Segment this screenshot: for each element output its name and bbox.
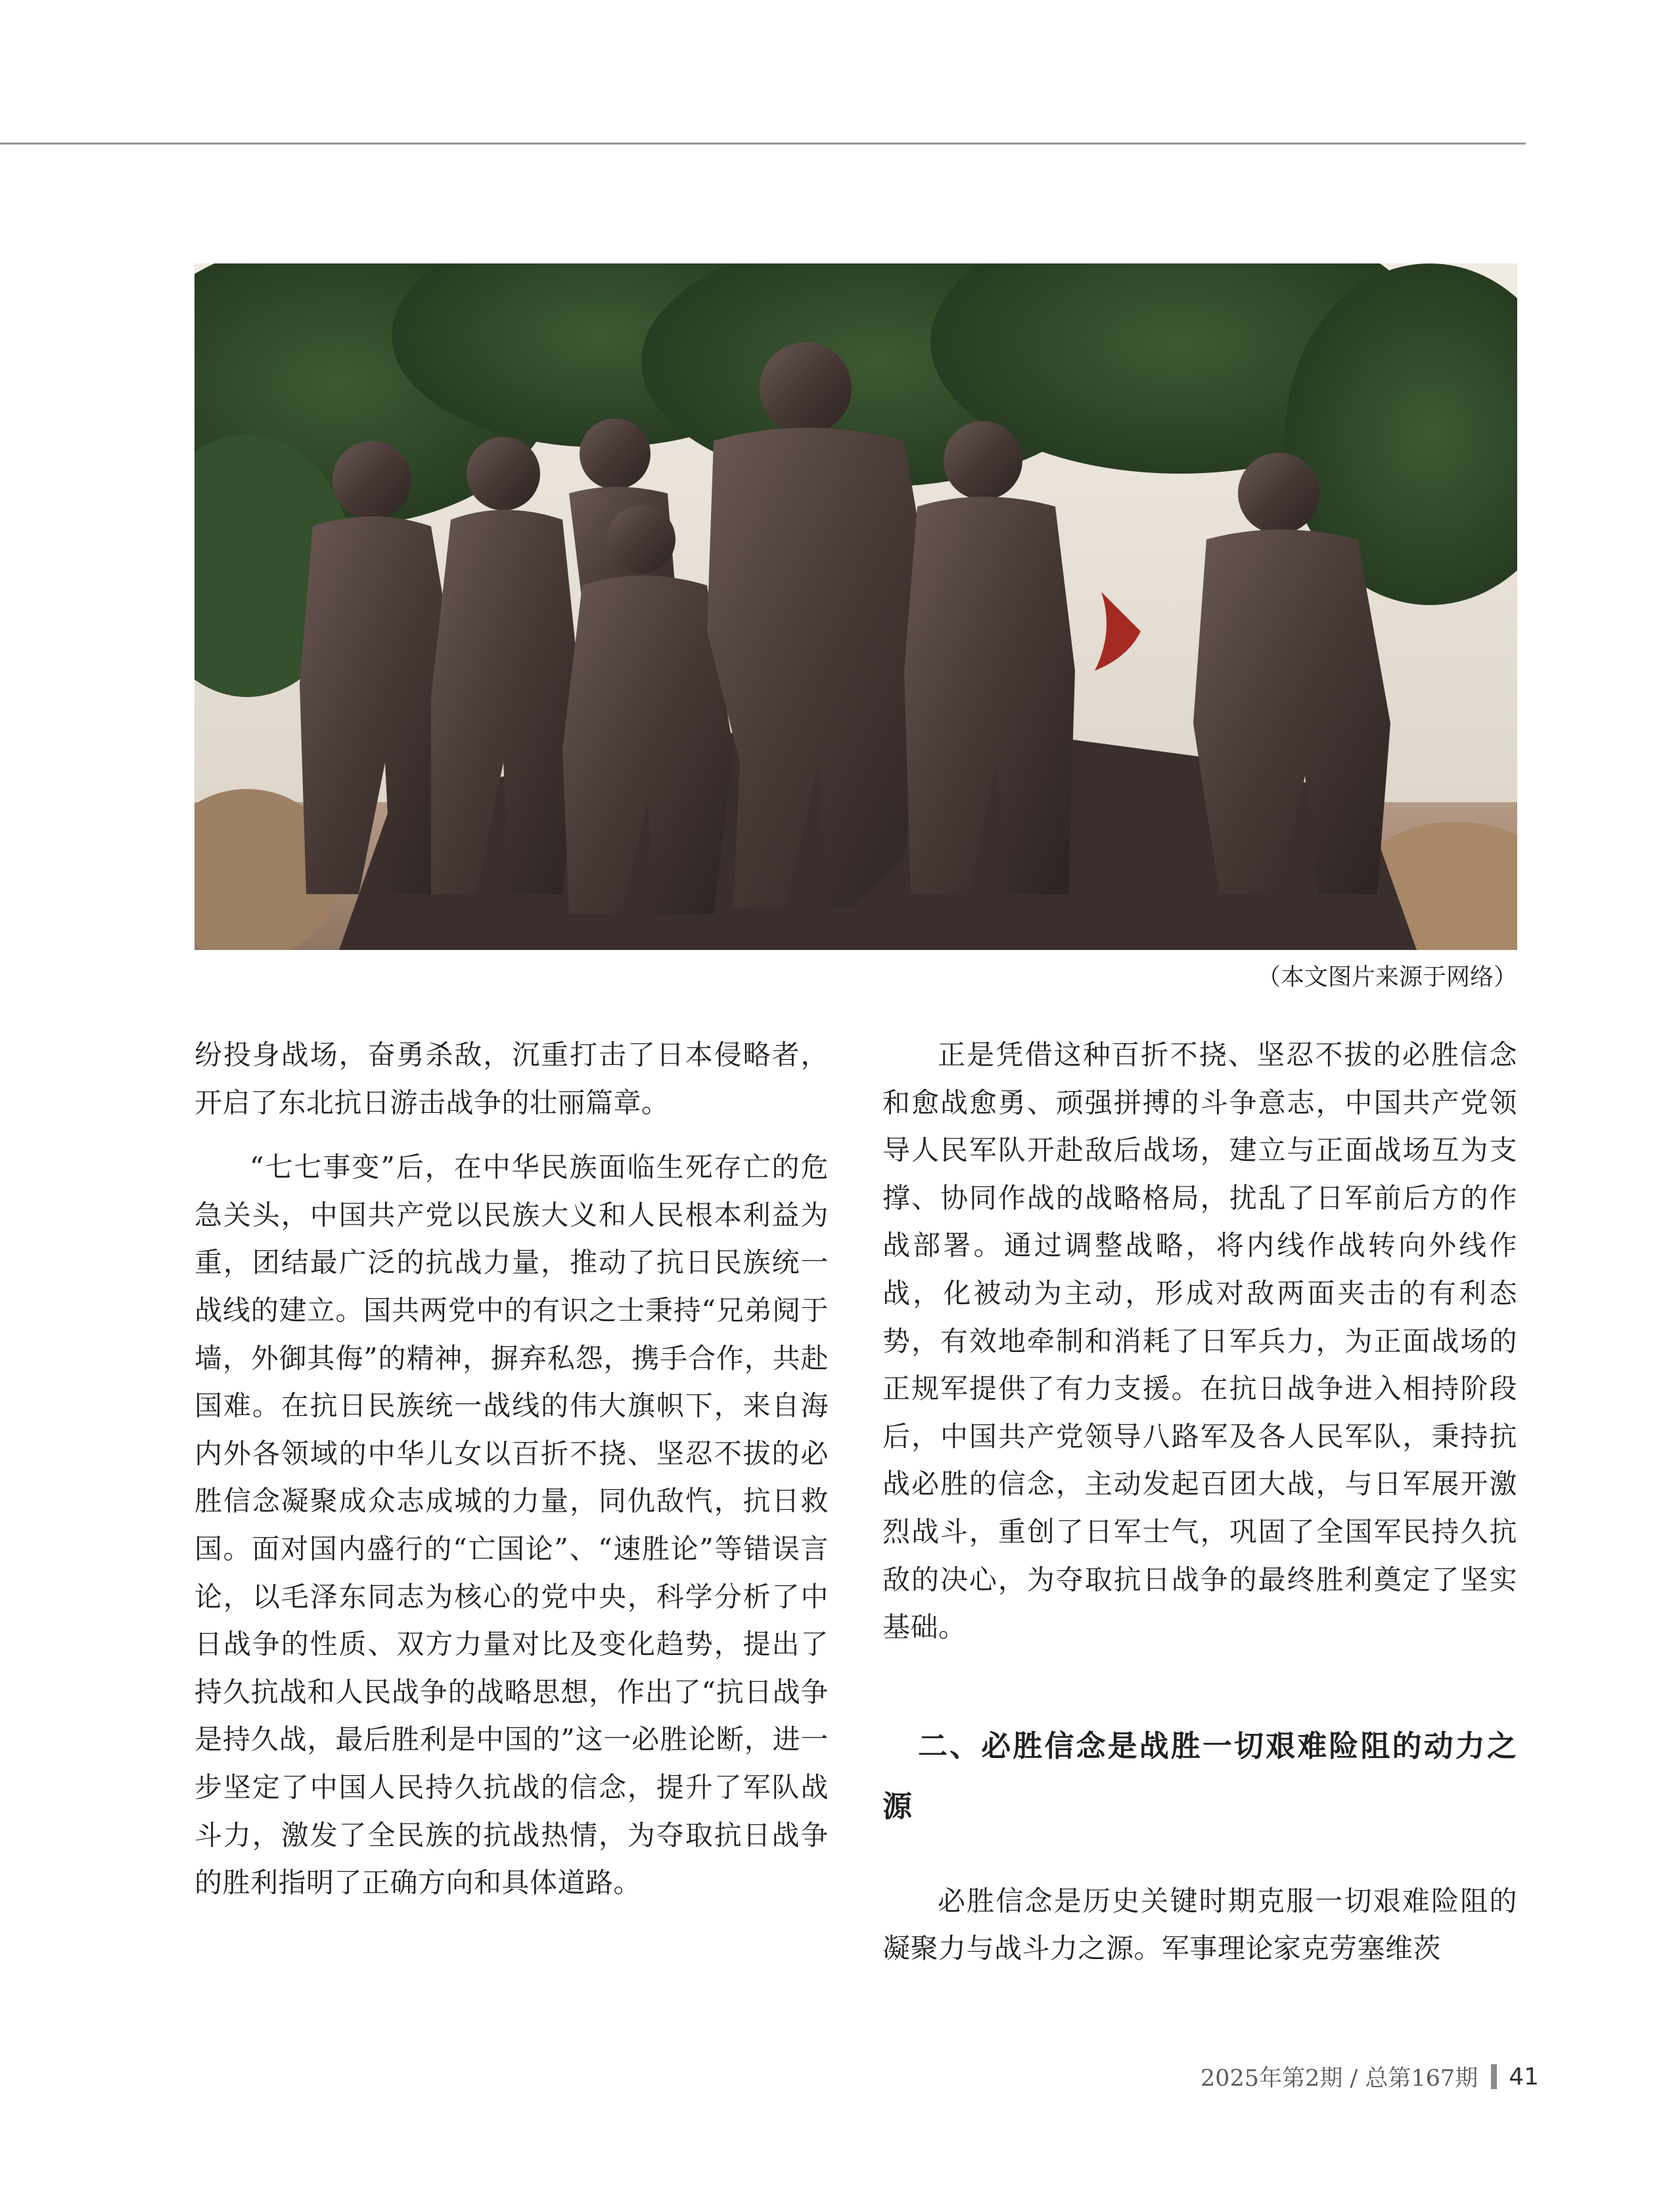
left-column xyxy=(194,1031,829,1907)
page-footer xyxy=(1200,2058,1539,2095)
footer-divider xyxy=(1491,2064,1497,2089)
photo-caption: （本文图片来源于网络） xyxy=(1256,964,1517,991)
left-paragraph-1: 纷投身战场，奋勇杀敌，沉重打击了日本侵略者，开启了东北抗日游击战争的壮丽篇章。 xyxy=(194,1039,829,1119)
header-rule xyxy=(0,143,1526,145)
statue-group-icon xyxy=(194,263,1517,950)
section-heading: 二、必胜信念是战胜一切艰难险阻的动力之源 xyxy=(882,1728,1517,1824)
left-paragraph-2: “七七事变”后，在中华民族面临生死存亡的危急关头，中国共产党以民族大义和人民根本利益为重，团结最广泛的抗战力量，推动了抗日民族统一战线的建立。国共两党中的有识之士秉持“兄弟阋于墙，外御其侮”的精神，摒弃私怨，携手合作，共赴国难。在抗日民族统一战线的伟大旗帜下，来自海内外各领域的中华儿女以百折不挠、坚忍不拔的必胜信念凝聚成众志成城的力量，同仇敌忾，抗日救国。面对国内盛行的“亡国论”、“速胜论”等错误言论，以毛泽东同志为核心的党中央，科学分析了中日战争的性质、双方力量对比及变化趋势，提出了持久抗战和人民战争的战略思想，作出了“抗日战争是持久战，最后胜利是中国的”这一必胜论断，进一步坚定了中国人民持久抗战的信念，提升了军队战斗力，激发了全民族的抗战热情，为夺取抗日战争的胜利指明了正确方向和具体道路。 xyxy=(194,1151,829,1899)
right-paragraph-2: 必胜信念是历史关键时期克服一切艰难险阻的凝聚力与战斗力之源。军事理论家克劳塞维茨 xyxy=(882,1884,1517,1965)
right-column xyxy=(882,1031,1517,1973)
statue-photo xyxy=(194,263,1517,950)
right-paragraph-1: 正是凭借这种百折不挠、坚忍不拔的必胜信念和愈战愈勇、顽强拼搏的斗争意志，中国共产党领导人民军队开赴敌后战场，建立与正面战场互为支撑、协同作战的战略格局，扰乱了日军前后方的作战部署。通过调整战略，将内线作战转向外线作战，化被动为主动，形成对敌两面夹击的有利态势，有效地牵制和消耗了日军兵力，为正面战场的正规军提供了有力支援。在抗日战争进入相持阶段后，中国共产党领导八路军及各人民军队，秉持抗战必胜的信念，主动发起百团大战，与日军展开激烈战斗，重创了日军士气，巩固了全国军民持久抗敌的决心，为夺取抗日战争的最终胜利奠定了坚实基础。 xyxy=(882,1039,1517,1644)
issue-label: 2025年第2期 / 总第167期 xyxy=(1200,2065,1478,2092)
page-number: 41 xyxy=(1509,2063,1540,2090)
